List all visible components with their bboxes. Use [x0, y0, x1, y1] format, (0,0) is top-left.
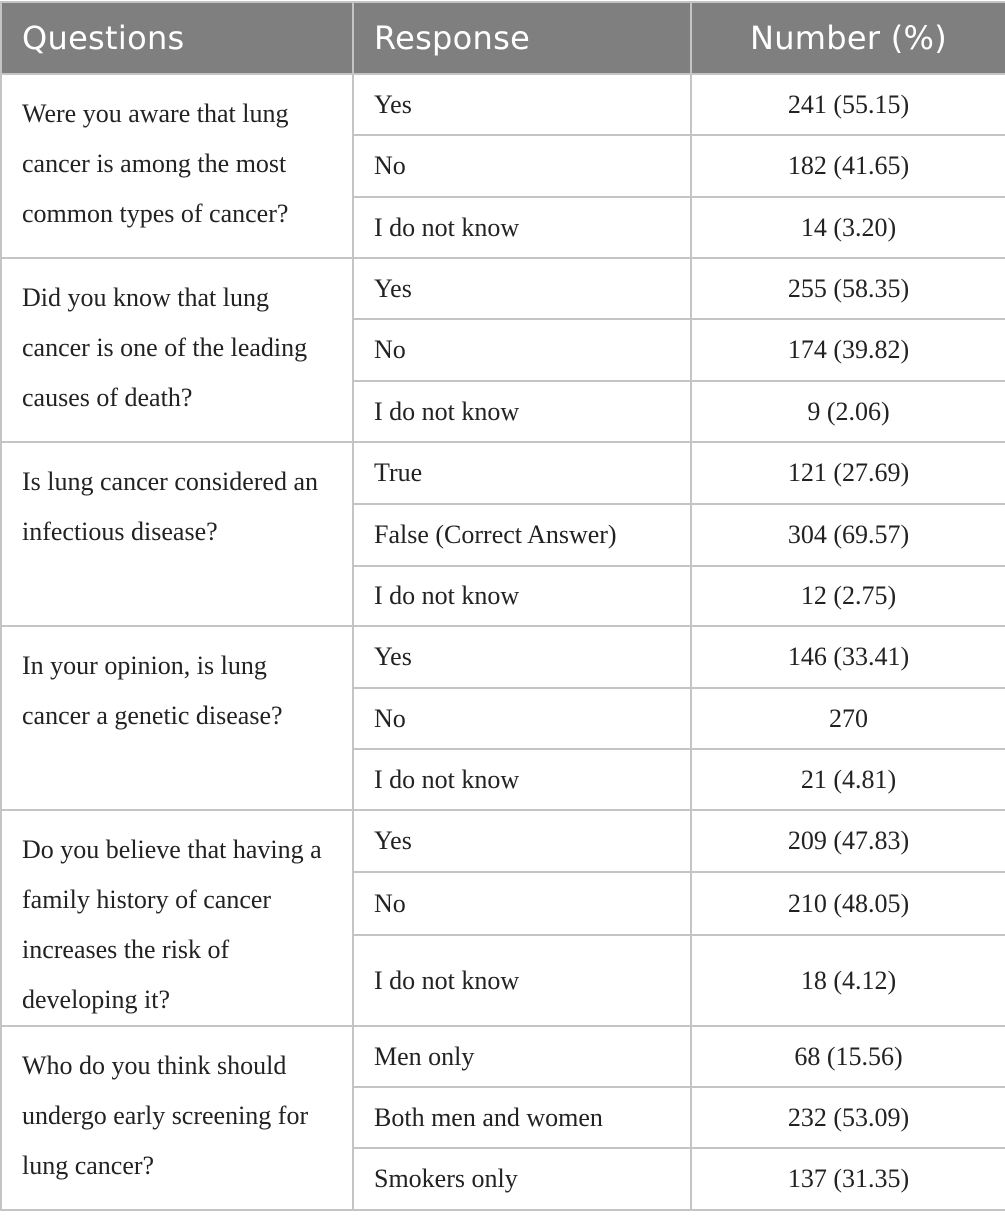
number-cell: 255 (58.35) [691, 258, 1005, 319]
table-row [1, 74, 1005, 135]
number-cell: 174 (39.82) [691, 319, 1005, 381]
number-cell: 137 (31.35) [691, 1148, 1005, 1210]
question-cell: Who do you think should undergo early screening for lung cancer? [1, 1026, 353, 1210]
table-row [1, 442, 1005, 504]
response-cell: I do not know [353, 935, 691, 1026]
table-row [1, 810, 1005, 872]
response-cell: I do not know [353, 749, 691, 810]
response-cell: No [353, 135, 691, 197]
response-cell: Smokers only [353, 1148, 691, 1210]
header-number: Number (%) [691, 2, 1005, 74]
response-cell: I do not know [353, 566, 691, 626]
response-cell: I do not know [353, 197, 691, 258]
response-cell: Yes [353, 626, 691, 688]
number-cell: 146 (33.41) [691, 626, 1005, 688]
number-cell: 9 (2.06) [691, 381, 1005, 442]
table-row [1, 626, 1005, 688]
header-questions: Questions [1, 2, 353, 74]
response-cell: Yes [353, 258, 691, 319]
question-cell: Were you aware that lung cancer is among the most common types of cancer? [1, 74, 353, 258]
response-cell: No [353, 872, 691, 935]
number-cell: 21 (4.81) [691, 749, 1005, 810]
header-response: Response [353, 2, 691, 74]
response-cell: Yes [353, 810, 691, 872]
response-cell: Both men and women [353, 1087, 691, 1148]
response-cell: Yes [353, 74, 691, 135]
question-cell: In your opinion, is lung cancer a genetic disease? [1, 626, 353, 810]
number-cell: 121 (27.69) [691, 442, 1005, 504]
question-cell: Is lung cancer considered an infectious disease? [1, 442, 353, 626]
response-cell: True [353, 442, 691, 504]
number-cell: 12 (2.75) [691, 566, 1005, 626]
response-cell: No [353, 688, 691, 749]
number-cell: 270 [691, 688, 1005, 749]
response-cell: Men only [353, 1026, 691, 1087]
response-cell: I do not know [353, 381, 691, 442]
number-cell: 232 (53.09) [691, 1087, 1005, 1148]
header-row [1, 2, 1005, 74]
number-cell: 182 (41.65) [691, 135, 1005, 197]
table-row [1, 1026, 1005, 1087]
question-cell: Did you know that lung cancer is one of the leading causes of death? [1, 258, 353, 442]
number-cell: 209 (47.83) [691, 810, 1005, 872]
table-row [1, 258, 1005, 319]
number-cell: 304 (69.57) [691, 504, 1005, 566]
survey-table [0, 1, 1005, 1211]
number-cell: 68 (15.56) [691, 1026, 1005, 1087]
response-cell: False (Correct Answer) [353, 504, 691, 566]
number-cell: 14 (3.20) [691, 197, 1005, 258]
number-cell: 18 (4.12) [691, 935, 1005, 1026]
number-cell: 210 (48.05) [691, 872, 1005, 935]
number-cell: 241 (55.15) [691, 74, 1005, 135]
response-cell: No [353, 319, 691, 381]
question-cell: Do you believe that having a family history of cancer increases the risk of developing it? [1, 810, 353, 1026]
